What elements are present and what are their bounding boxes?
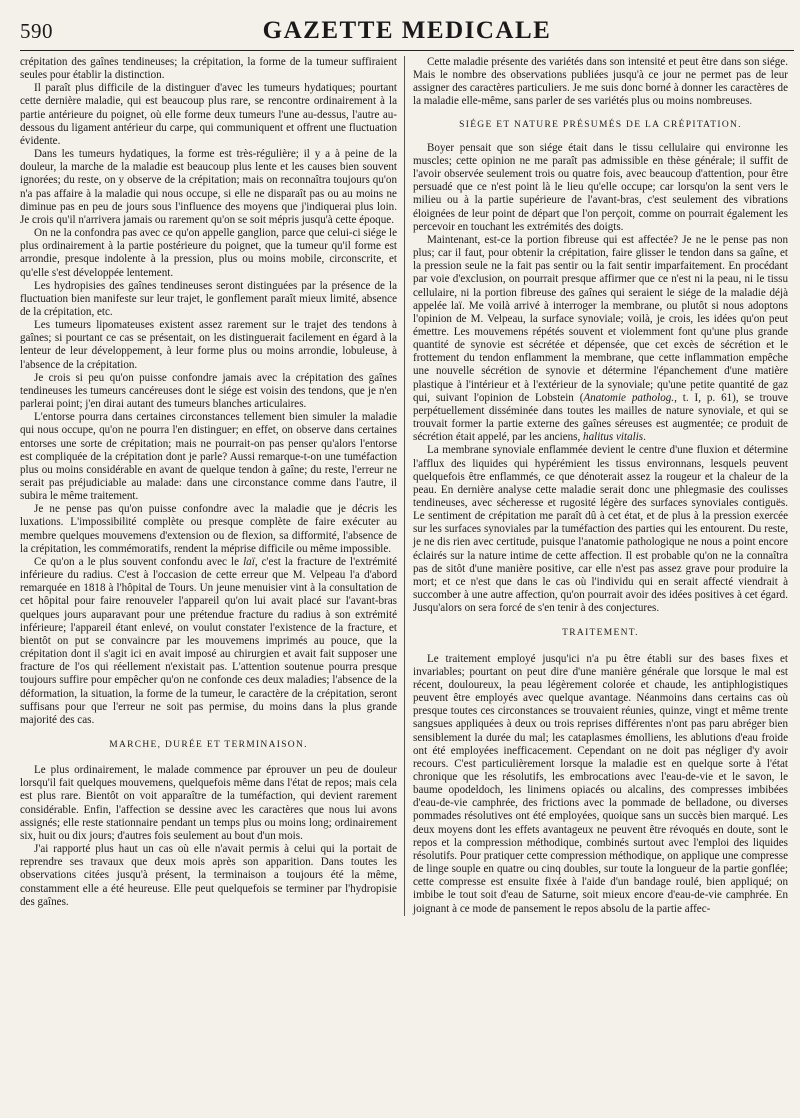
section-title: TRAITEMENT. [562, 628, 639, 639]
italic-term: halitus vitalis [583, 431, 644, 444]
section-title: SIÉGE ET NATURE PRÉSUMÉS DE LA CRÉPITATION. [459, 119, 742, 130]
paragraph: Cette maladie présente des variétés dans son intensité et peut être dans son siége. Mais le nombre des observations publiées jusqu'à ce jour ne permet pas de leur assigner des caractères particuliers. Je me suis donc borné à donner les caractères de la maladie elle-même, sans parler de ses variétés plus ou moins nombreuses. [413, 56, 788, 108]
paragraph: La membrane synoviale enflammée devient le centre d'une fluxion et détermine l'afflux des liquides qui hypérémient les tissus environnans, lesquels peuvent quelquefois être enflammés, ce que dénoterait assez la rougeur et la chaleur de la peau. En dernière analyse cette maladie serait donc une phlegmasie des coulisses tendineuses, avec sécheresse et rugosité légère des surfaces synoviales contiguës. Le sentiment de crépitation me paraît dû à cet état, et de plus à la pression exercée sur les surfaces synoviales par la tuméfaction des parties qui les entourent. Du reste, je ne dis rien avec certitude, puisque l'anatomie pathologique ne nous a point encore éclairés sur la nature intime de cette affection. Il est probable qu'on ne la connaîtra pas de sitôt d'une manière positive, car elle n'est pas assez grave pour produire la mort; et ce n'est que dans le cas où l'individu qui en serait affecté viendrait à succomber à une autre affection, qu'on pourrait avoir des idées positives à cet égard. Jusqu'alors on sera forcé de s'en tenir à des conjectures. [413, 444, 788, 615]
page-number: 590 [20, 19, 53, 43]
paragraph: Il paraît plus difficile de la distinguer d'avec les tumeurs hydatiques; pourtant cette dernière maladie, qui est beaucoup plus rare, se rencontre ordinairement à la partie antérieure du poignet, où elle forme deux tumeurs l'une au-dessus, l'autre au-dessous du ligament antérieur du carpe, qui communiquent et offrent une fluctuation évidente. [20, 82, 397, 147]
paragraph: crépitation des gaînes tendineuses; la crépitation, la forme de la tumeur suffiraient seules pour établir la distinction. [20, 56, 397, 82]
text-run: , c'est la fracture de l'extrémité inférieure du radius. C'est à l'occasion de cette erreur que M. Velpeau l'a d'abord remarquée en 1818 à l'hôpital de Tours. Un jeune menuisier vint à la consultation de cet hôpital pour faire renouveler l'appareil qu'on lui avait placé sur l'avant-bras quelques jours auparavant pour une prétendue fracture du radius à son extrémité inférieure; l'appareil étant enlevé, on voulut constater l'existence de la fracture, et bientôt on put se convaincre par les mouvemens imprimés au pouce, que la crépitation dont il s'agit ici en avait imposé au chirurgien et avait fait supposer une fracture de l'os qui réellement n'existait pas. L'attention soutenue pourra presque toujours suffire pour empêcher qu'on ne confonde ces deux maladies; l'absence de la déformation, la situation, la forme de la tumeur, le caractère de la crépitation, seront suffisans pour que l'erreur ne soit pas permise, du moins dans la plus grande majorité des cas. [20, 555, 397, 726]
paragraph: Dans les tumeurs hydatiques, la forme est très-régulière; il y a à peine de la douleur, la marche de la maladie est beaucoup plus lente et les causes bien souvent ignorées; du reste, on y observe de la crépitation; mais on reconnaîtra toujours qu'on n'a pas affaire à la maladie qui nous occupe, si elle ne disparaît pas ou au moins ne diminue pas en peu de jours sous l'influence des moyens que j'indiquerai plus loin. Je crois qu'il n'arrivera jamais ou rarement qu'on se soit mépris jusqu'à cette époque. [20, 148, 397, 226]
left-column [20, 56, 404, 916]
italic-term: laï [243, 555, 255, 568]
right-column [404, 56, 788, 916]
paragraph: Les hydropisies des gaînes tendineuses seront distinguées par la présence de la fluctuation bien manifeste sur leur trajet, le gonflement paraît mieux limité, absence de la crépitation, etc. [20, 279, 397, 318]
page-header [20, 10, 794, 51]
paragraph [413, 234, 788, 445]
italic-citation: Anatomie patholog. [583, 391, 675, 404]
paragraph: L'entorse pourra dans certaines circonstances tellement bien simuler la maladie qui nous occupe, qu'on ne pourra l'en distinguer; en effet, on observe dans certaines entorses une sorte de crépitation; mais ne pourrait-on pas penser qu'alors l'entorse est compliquée de la crépitation dont je parle? Aussi remarque-t-on une tuméfaction plus ou moins considérable en avant de quelque tendon à gaîne; du reste, l'erreur ne serait pas préjudiciable au malade: dans une circonstance comme dans l'autre, il subira le même traitement. [20, 411, 397, 503]
paragraph: Boyer pensait que son siége était dans le tissu cellulaire qui environne les muscles; cette opinion ne me paraît pas admissible en thèse générale; il suffit de l'avoir observée seulement trois ou quatre fois, avec beaucoup d'attention, pour être persuadé que ce n'est point là le lieu qu'elle occupe; car lorsqu'on la sent vers le milieu ou à la partie supérieure de l'avant-bras, c'est seulement des vibrations éloignées de leur point de départ que l'on perçoit, comme on pourrait également les percevoir en touchant les extrémités des doigts. [413, 141, 788, 233]
paragraph: Je crois si peu qu'on puisse confondre jamais avec la crépitation des gaînes tendineuses les tumeurs cancéreuses dont le siége est voisin des tendons, que je n'en parlerai point; j'en dirai autant des tumeurs blanches articulaires. [20, 371, 397, 411]
paragraph [20, 556, 397, 727]
journal-title: GAZETTE MEDICALE [262, 17, 552, 44]
paragraph: Je ne pense pas qu'on puisse confondre avec la maladie que je décris les luxations. L'impossibilité complète ou presque complète de faire exécuter au membre quelques mouvemens d'extension ou de flexion, sa difformité, l'absence de la crépitation, les commémoratifs, rendent la méprise difficile ou même impossible. [20, 503, 397, 555]
text-run: Ce qu'on a le plus souvent confondu avec le [34, 555, 244, 568]
text-run: Maintenant, est-ce la portion fibreuse qui est affectée? Je ne le pense pas non plus; car il faut, pour obtenir la crépitation, faire glisser le tendon dans sa gaîne, et la pression seule ne la fait pas sentir ou la fait sentir imparfaitement. En procédant par voie d'exclusion, on pourrait presque affirmer que ce n'est ni la peau, ni le tissu cellulaire, ni la portion fibreuse des gaînes qui seraient le siége de la maladie déjà appelée laï. Me voilà arrivé à interroger la membrane, ou plutôt si nous adoptons l'opinion de M. Velpeau, la surface synoviale; voilà, je crois, les idées qu'on peut émettre. Les mouvemens répétés souvent et violemment font qu'une plus grande quantité de synovie est sécrétée et dépensée, que cet excès de sécrétion et le frottement du tendon enflamment la membrane, que cette inflammation empêche une nouvelle sécrétion de synovie et détermine l'épanchement d'une matière plastique à l'intérieur et à l'extérieur de la synoviale; qu'une petite quantité de gaz qui, suivant l'opinion de Lobstein ( [413, 233, 788, 404]
text-run: , t. I, p. 61), se trouve perpétuellement disséminée dans toutes les mailles de nature synoviale, et qui se trouvait former la partie externe des gaînes séreuses est augmentée; ce produit de sécrétion était appelé, par les anciens, [413, 391, 788, 444]
paragraph: Le plus ordinairement, le malade commence par éprouver un peu de douleur lorsqu'il fait quelques mouvemens, quelquefois même dans l'état de repos; mais cela est plus rare. Bientôt on voit apparaître de la tuméfaction, qui devient rarement considérable. Enfin, l'affection se dessine avec les caractères que nous lui avons assignés; elle reste stationnaire pendant un temps plus ou moins long; ordinairement six, huit ou dix jours; d'autres fois seulement au bout d'un mois. [20, 764, 397, 842]
paragraph: Le traitement employé jusqu'ici n'a pu être établi sur des bases fixes et invariables; pourtant on peut dire d'une manière générale que lorsque le mal est récent, douloureux, la peau légèrement colorée et chaude, les antiphlogistiques peuvent être employés avec quelque avantage. Néanmoins dans certains cas où presque toutes ces circonstances se trouvaient réunies, quinze, vingt et même trente sangsues appliquées à deux ou trois reprises différentes n'ont pas paru abréger bien sensiblement la durée du mal; les cataplasmes émolliens, les ablutions d'eau froide ont été employées inefficacement. Cependant on ne doit pas négliger d'y avoir recours. C'est particulièrement lorsque la maladie est en quelque sorte à l'état chronique que les résolutifs, les embrocations avec l'eau-de-vie et le savon, le baume opodeldoch, les linimens opiacés ou alcalins, des compresses imbibées d'eau-de-vie camphrée, des frictions avec la pommade de belladone, ou diverses pommades résolutives ont été employées, quoique sans un succès bien marqué. Les deux moyens dont les effets avantageux ne peuvent être révoqués en doute, sont le repos et la compression méthodique, combinés surtout avec l'emploi des liquides résolutifs. Pour pratiquer cette compression méthodique, on applique une compresse de linge souple en quatre ou cinq doubles, sur toute la longueur de la partie gonflée; cette compresse est ensuite fixée à l'aide d'un bandage roulé, bien appliqué; on imbibe le tout soit d'eau de Saturne, soit mieux encore d'eau-de-vie camphrée. En joignant à ce mode de pansement le repos absolu de la partie affec- [413, 652, 788, 915]
paragraph: On ne la confondra pas avec ce qu'on appelle ganglion, parce que celui-ci siége le plus ordinairement à la partie postérieure du poignet, que la tumeur qu'il forme est arrondie, presque indolente à la pression, plus ou moins mobile, circonscrite, et qu'elle s'est développée lentement. [20, 227, 397, 279]
paragraph: Les tumeurs lipomateuses existent assez rarement sur le trajet des tendons à gaînes; si pourtant ce cas se présentait, on les distinguerait facilement en égard à la lenteur de leur développement, à leur forme plus ou moins arrondie, lobuleuse, à l'absence de la crépitation. [20, 319, 397, 371]
paragraph: J'ai rapporté plus haut un cas où elle n'avait permis à celui qui la portait de reprendre ses travaux que deux mois après son apparition. Dans toutes les observations citées jusqu'à présent, la terminaison a toujours été la même, constamment elle a été heureuse. Elle peut quelquefois se terminer par l'hydropisie des gaînes. [20, 843, 397, 908]
text-run: . [643, 431, 646, 444]
text-columns [20, 56, 794, 916]
section-title: MARCHE, DURÉE ET TERMINAISON. [109, 739, 308, 750]
